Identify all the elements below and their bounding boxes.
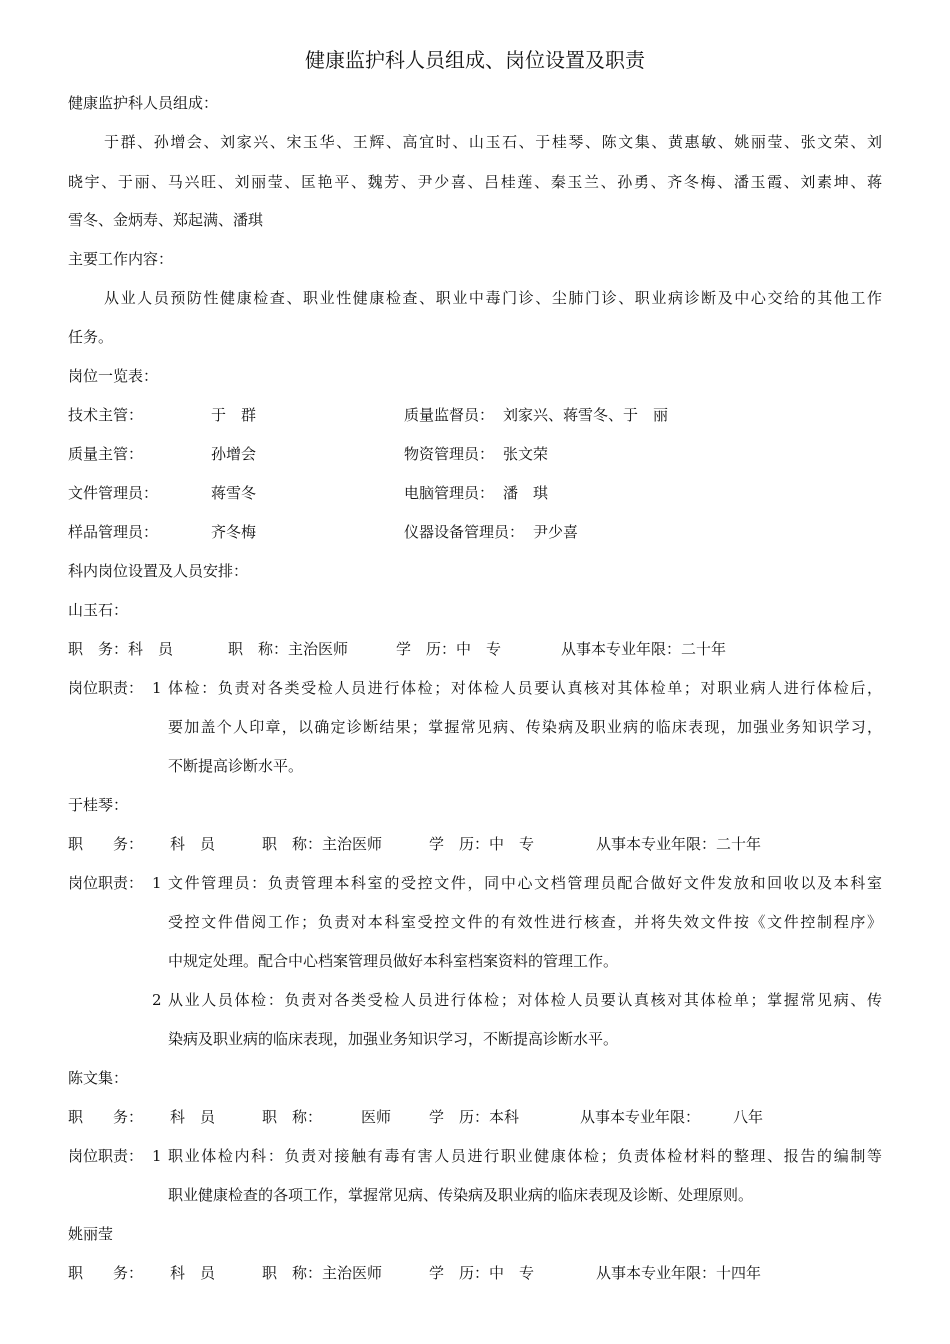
duty-line: 1 职业体检内科：负责对接触有毒有害人员进行职业健康体检；负责体检材料的整理、报告的编制等 [152,1147,882,1165]
staff-position-value: 科 员 [170,1108,216,1126]
duty-line: 中规定处理。配合中心档案管理员做好本科室档案资料的管理工作。 [168,952,619,970]
post-right-value: 尹少喜 [533,523,579,541]
post-left-label: 技术主管： [68,406,144,424]
post-right-label: 质量监督员： [404,406,495,424]
post-left-value: 齐冬梅 [211,523,257,541]
members-line-1: 于群、孙增会、刘家兴、宋玉华、王辉、高宜时、山玉石、于桂琴、陈文集、黄惠敏、姚丽莹、张文荣、刘 [104,133,882,151]
staff-position-label: 职 务： [68,835,144,853]
staff-years: 从事本专业年限：二十年 [596,835,762,853]
staff-title-label: 职 称： [262,1108,323,1126]
duty-line: 1 体检：负责对各类受检人员进行体检；对体检人员要认真核对其体检单；对职业病人进行体检后， [152,679,882,697]
post-left-label: 样品管理员： [68,523,159,541]
duty-line: 要加盖个人印章，以确定诊断结果；掌握常见病、传染病及职业病的临床表现，加强业务知识学习， [168,718,882,736]
staff-title: 职 称：主治医师 [228,640,349,658]
work-line-1: 从业人员预防性健康检查、职业性健康检查、职业中毒门诊、尘肺门诊、职业病诊断及中心交给的其他工作 [104,289,882,307]
post-left-value: 于 群 [211,406,257,424]
duty-line: 2 从业人员体检：负责对各类受检人员进行体检；对体检人员要认真核对其体检单；掌握常见病、传 [152,991,882,1009]
staff-name: 山玉石： [68,601,129,619]
post-right-value: 刘家兴、蒋雪冬、于 丽 [503,406,669,424]
staff-education: 学 历：中 专 [396,640,502,658]
staff-position-value: 科 员 [170,1264,216,1282]
duty-label: 岗位职责： [68,1147,144,1165]
staff-title-value: 医师 [361,1108,392,1126]
duty-label: 岗位职责： [68,874,144,892]
document-title: 健康监护科人员组成、岗位设置及职责 [305,48,645,72]
staff-years: 从事本专业年限：二十年 [561,640,727,658]
staff-position-value: 科 员 [170,835,216,853]
staff-position: 职 务：科 员 [68,640,174,658]
duty-label: 岗位职责： [68,679,144,697]
post-left-label: 文件管理员： [68,484,159,502]
staff-years-label: 从事本专业年限： [580,1108,701,1126]
staff-title: 职 称：主治医师 [262,835,383,853]
staff-position-label: 职 务： [68,1108,144,1126]
work-line-2: 任务。 [68,328,114,346]
post-left-label: 质量主管： [68,445,144,463]
staff-years-value: 八年 [733,1108,764,1126]
post-right-label: 物资管理员： [404,445,495,463]
post-left-value: 蒋雪冬 [211,484,257,502]
staff-title: 职 称：主治医师 [262,1264,383,1282]
post-left-value: 孙增会 [211,445,257,463]
members-line-2: 晓宇、于丽、马兴旺、刘丽莹、匡艳平、魏芳、尹少喜、吕桂莲、秦玉兰、孙勇、齐冬梅、潘玉霞、刘素坤、蒋 [68,173,882,191]
staff-position-label: 职 务： [68,1264,144,1282]
duty-line: 受控文件借阅工作；负责对本科室受控文件的有效性进行核查，并将失效文件按《文件控制程序》 [168,913,882,931]
posts-heading: 岗位一览表： [68,367,159,385]
staff-name: 于桂琴： [68,796,129,814]
members-line-3: 雪冬、金炳寿、郑起满、潘琪 [68,211,264,229]
post-right-label: 电脑管理员： [404,484,495,502]
arrangement-heading: 科内岗位设置及人员安排： [68,562,249,580]
work-heading: 主要工作内容： [68,250,174,268]
staff-education: 学 历：中 专 [429,1264,535,1282]
duty-line: 不断提高诊断水平。 [168,757,304,775]
staff-name: 陈文集： [68,1069,129,1087]
staff-education: 学 历：中 专 [429,835,535,853]
staff-name: 姚丽莹 [68,1225,114,1243]
duty-line: 1 文件管理员：负责管理本科室的受控文件，同中心文档管理员配合做好文件发放和回收以及本科室 [152,874,882,892]
post-right-value: 潘 琪 [503,484,549,502]
composition-heading: 健康监护科人员组成： [68,94,219,112]
staff-years: 从事本专业年限：十四年 [596,1264,762,1282]
post-right-value: 张文荣 [503,445,549,463]
duty-line: 染病及职业病的临床表现，加强业务知识学习，不断提高诊断水平。 [168,1030,619,1048]
duty-line: 职业健康检查的各项工作，掌握常见病、传染病及职业病的临床表现及诊断、处理原则。 [168,1186,754,1204]
post-right-label: 仪器设备管理员： [404,523,525,541]
staff-education: 学 历：本科 [429,1108,520,1126]
